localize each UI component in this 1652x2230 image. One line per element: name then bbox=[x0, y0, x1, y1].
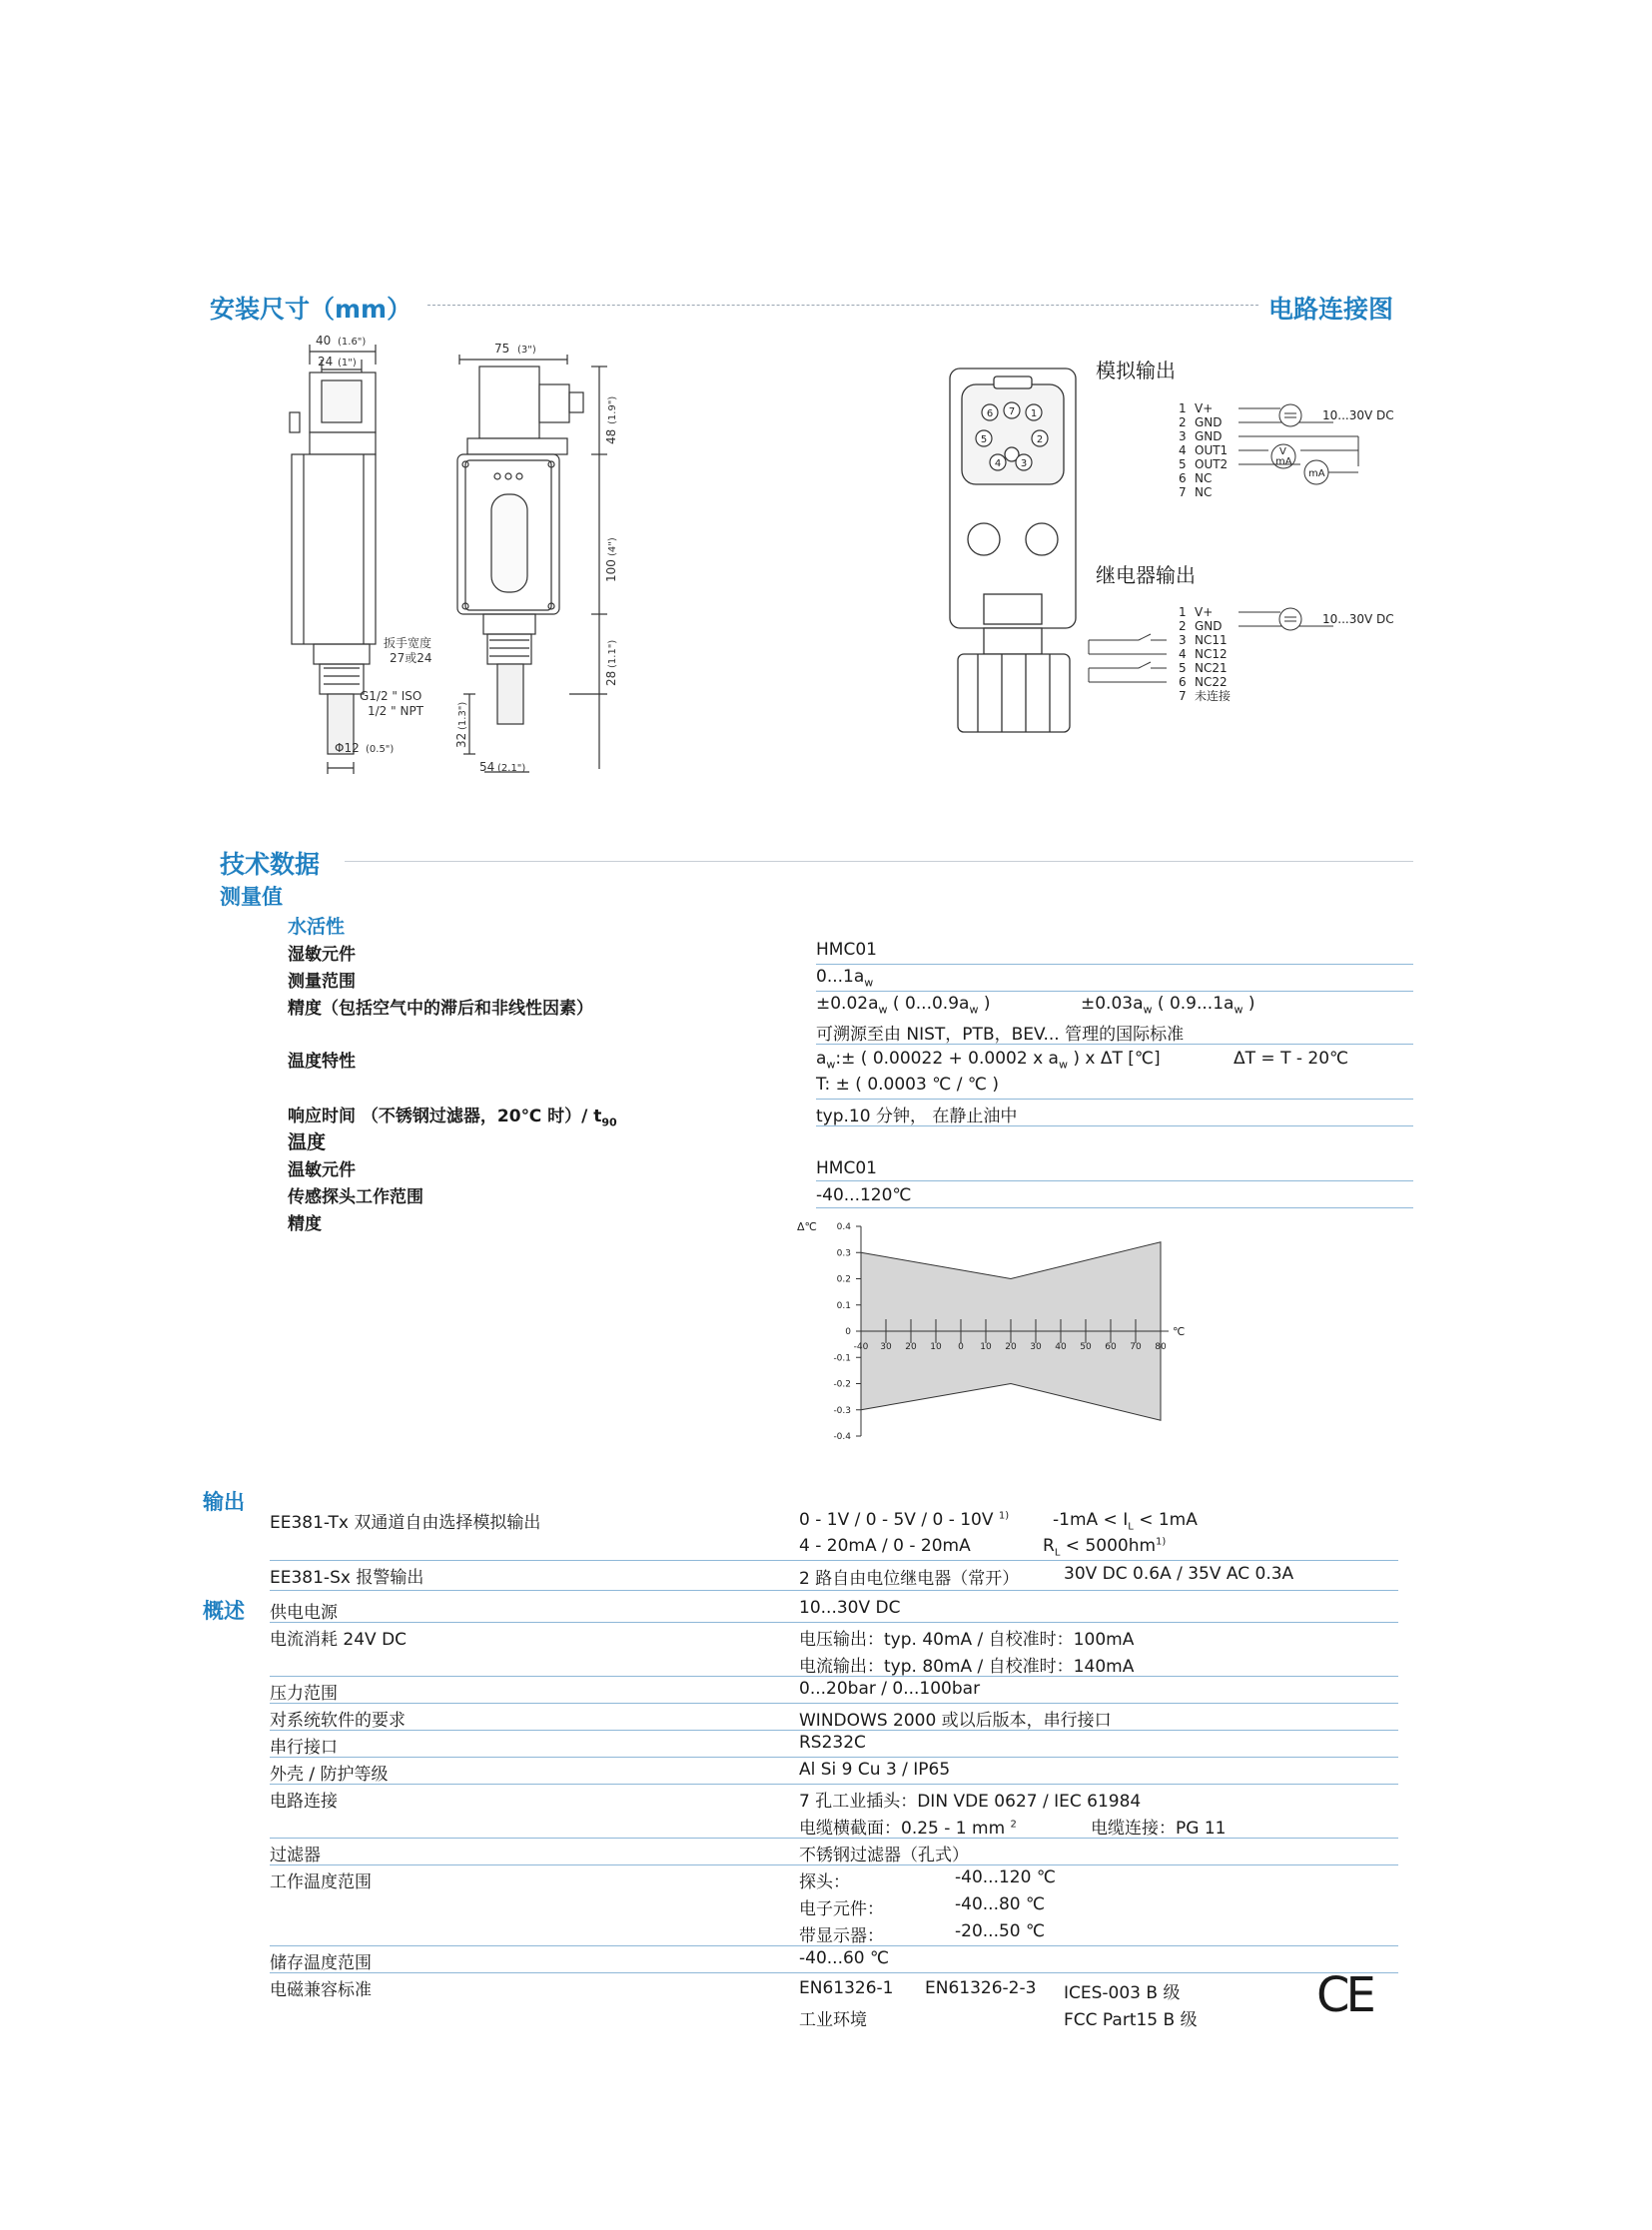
row-value-connection-2: 电缆横截面：0.25 - 1 mm $^2$ bbox=[799, 1819, 1017, 1839]
x-tick-label: 20 bbox=[1005, 1342, 1017, 1352]
row-value-sx-rating: 30V DC 0.6A / 35V AC 0.3A bbox=[1064, 1564, 1294, 1584]
install-dimensions-title: 安装尺寸（mm） bbox=[210, 295, 413, 324]
row-label-temp-sensor: 温敏元件 bbox=[288, 1160, 356, 1180]
row-divider bbox=[270, 1757, 1398, 1758]
row-value-tx-2: 4 - 20mA / 0 - 20mA bbox=[799, 1536, 971, 1556]
row-divider bbox=[816, 1180, 1413, 1181]
row-value-tx-current: $-1mA < I_L < 1mA$ bbox=[1053, 1510, 1198, 1533]
y-tick-label: 0 bbox=[845, 1327, 851, 1337]
analog-output-title: 模拟输出 bbox=[1096, 359, 1176, 382]
row-label-serial: 串行接口 bbox=[270, 1738, 338, 1758]
relay-pin-name: NC22 bbox=[1195, 675, 1228, 689]
y-tick-label: 0.1 bbox=[836, 1300, 851, 1311]
row-divider bbox=[816, 991, 1413, 992]
dim-75-in: (3") bbox=[517, 345, 536, 356]
row-value-cable-gland: 电缆连接：PG 11 bbox=[1091, 1819, 1227, 1839]
row-divider bbox=[270, 1590, 1398, 1591]
y-tick-label: -0.2 bbox=[833, 1379, 851, 1390]
row-label-software: 对系统软件的要求 bbox=[270, 1711, 406, 1731]
connector-pin-label: 6 bbox=[986, 408, 994, 419]
analog-pin-name: GND bbox=[1195, 415, 1223, 429]
x-tick-label: 40 bbox=[1055, 1342, 1067, 1352]
x-tick-label: 10 bbox=[980, 1342, 992, 1352]
row-value-temp-char-2: T: ± ( 0.0003 ℃ / ℃ ) bbox=[816, 1075, 999, 1095]
dim-75: 75 bbox=[494, 342, 510, 356]
row-label-accuracy: 精度（包括空气中的滞后和非线性因素） bbox=[288, 999, 593, 1019]
relay-pin-number: 2 bbox=[1179, 619, 1187, 633]
connector-pin-label: 5 bbox=[980, 434, 988, 445]
y-tick-label: -0.4 bbox=[833, 1432, 851, 1442]
ce-mark: CE bbox=[1316, 1967, 1372, 2023]
y-tick-label: -0.1 bbox=[833, 1353, 851, 1364]
x-tick-label: 30 bbox=[1030, 1342, 1042, 1352]
row-divider bbox=[270, 1864, 1398, 1865]
x-tick-label: 60 bbox=[1105, 1342, 1117, 1352]
row-label-storage-temp: 储存温度范围 bbox=[270, 1953, 372, 1973]
row-label-temp-char: 温度特性 bbox=[288, 1052, 356, 1072]
connector-drawing bbox=[944, 365, 1084, 739]
emc-standard-3: ICES-003 B 级 bbox=[1064, 1983, 1181, 2003]
relay-pin-number: 4 bbox=[1179, 647, 1187, 661]
y-tick-label: 0.2 bbox=[836, 1274, 851, 1285]
analog-pin-name: NC bbox=[1195, 485, 1213, 499]
row-label-current: 电流消耗 24V DC bbox=[270, 1630, 408, 1650]
y-axis-label: Δ℃ bbox=[797, 1220, 817, 1233]
x-tick-label: 20 bbox=[905, 1342, 917, 1352]
row-divider bbox=[270, 1972, 1398, 1973]
row-value-range: $0...1a_w$ bbox=[816, 967, 874, 990]
dim-54-in: (2.1") bbox=[497, 763, 526, 774]
row-value-housing: Al Si 9 Cu 3 / IP65 bbox=[799, 1760, 951, 1780]
relay-pin-name: NC21 bbox=[1195, 661, 1228, 675]
x-tick-label: 10 bbox=[930, 1342, 942, 1352]
dim-100: 100 bbox=[604, 559, 618, 582]
meter-ma-label-1: mA bbox=[1275, 456, 1292, 467]
row-divider bbox=[270, 1560, 1398, 1561]
relay-output-title: 继电器输出 bbox=[1096, 563, 1196, 587]
dim-40-in: (1.6") bbox=[338, 337, 367, 348]
row-divider bbox=[270, 1676, 1398, 1677]
row-value-sx: 2 路自由电位继电器（常开） bbox=[799, 1569, 1020, 1589]
row-value-filter: 不锈钢过滤器（孔式） bbox=[799, 1846, 969, 1865]
row-divider bbox=[816, 1044, 1413, 1045]
row-value-accuracy-2: $\pm 0.03a_w$ ( $0.9...1a_w$ ) bbox=[1081, 994, 1255, 1017]
water-activity-title: 水活性 bbox=[288, 916, 346, 938]
row-divider bbox=[270, 1945, 1398, 1946]
relay-pin-number: 7 bbox=[1179, 689, 1187, 703]
row-value-current-1: 电压输出：typ. 40mA / 自校准时：100mA bbox=[799, 1630, 1135, 1650]
y-tick-label: 0.3 bbox=[836, 1248, 851, 1259]
x-tick-label: 80 bbox=[1155, 1342, 1167, 1352]
analog-pin-number: 2 bbox=[1179, 415, 1187, 429]
dim-28: 28 bbox=[604, 670, 618, 686]
analog-supply-label: 10...30V DC bbox=[1322, 408, 1394, 422]
wiring-diagram bbox=[1079, 394, 1418, 744]
x-axis-label: ℃ bbox=[1173, 1325, 1186, 1338]
x-tick-label: 50 bbox=[1080, 1342, 1092, 1352]
row-label-probe-range: 传感探头工作范围 bbox=[288, 1187, 423, 1207]
dim-100-in: (4") bbox=[607, 537, 618, 556]
dim-32: 32 bbox=[454, 732, 468, 748]
row-value-current-2: 电流输出：typ. 80mA / 自校准时：140mA bbox=[799, 1657, 1135, 1677]
header-divider bbox=[427, 305, 1258, 306]
connector-pin-label: 2 bbox=[1036, 434, 1044, 445]
connector-pin-label: 7 bbox=[1008, 406, 1016, 417]
analog-pin-name: NC bbox=[1195, 471, 1213, 485]
connector-pin-label: 1 bbox=[1030, 408, 1038, 419]
output-title: 输出 bbox=[203, 1490, 245, 1514]
x-tick-label: 30 bbox=[880, 1342, 892, 1352]
row-label-emc: 电磁兼容标准 bbox=[270, 1980, 372, 2000]
tech-divider bbox=[345, 861, 1413, 862]
relay-pin-number: 3 bbox=[1179, 633, 1187, 647]
dim-40: 40 bbox=[316, 334, 332, 348]
row-value-connection-1: 7 孔工业插头：DIN VDE 0627 / IEC 61984 bbox=[799, 1792, 1142, 1812]
connector-pin-label: 4 bbox=[994, 458, 1002, 469]
analog-pin-number: 1 bbox=[1179, 401, 1187, 415]
row-value-temp-sensor: HMC01 bbox=[816, 1158, 877, 1178]
circuit-diagram-title: 电路连接图 bbox=[1268, 295, 1394, 324]
row-value-traceability: 可溯源至由 NIST，PTB，BEV... 管理的国际标准 bbox=[816, 1025, 1185, 1045]
x-tick-label: 70 bbox=[1130, 1342, 1142, 1352]
dim-48: 48 bbox=[604, 428, 618, 444]
row-label-ee381-sx: EE381-Sx 报警输出 bbox=[270, 1568, 424, 1588]
row-label-operating-temp: 工作温度范围 bbox=[270, 1872, 372, 1892]
row-divider bbox=[816, 1099, 1413, 1100]
relay-pin-name: NC12 bbox=[1195, 647, 1228, 661]
row-value-pressure: 0...20bar / 0...100bar bbox=[799, 1679, 981, 1699]
dim-32-in: (1.3") bbox=[457, 701, 468, 730]
row-value-temp-char-1: $a_w:\pm$ ( 0.00022 + 0.0002 x $a_w$ ) x ΔT [℃] bbox=[816, 1049, 1161, 1072]
connector-pin-label: 3 bbox=[1020, 458, 1028, 469]
row-label-temp-accuracy: 精度 bbox=[288, 1214, 322, 1234]
relay-pin-number: 6 bbox=[1179, 675, 1187, 689]
emc-standard-2: EN61326-2-3 bbox=[925, 1978, 1037, 1998]
dim-54: 54 bbox=[479, 760, 495, 774]
measured-values-title: 测量值 bbox=[220, 885, 283, 909]
op-temp-probe-key: 探头： bbox=[799, 1872, 850, 1892]
row-value-response: typ.10 分钟， 在静止油中 bbox=[816, 1107, 1018, 1126]
row-divider bbox=[270, 1838, 1398, 1839]
analog-pin-number: 5 bbox=[1179, 457, 1187, 471]
overview-title: 概述 bbox=[203, 1599, 245, 1623]
dim-phi12: Φ12 bbox=[335, 741, 360, 755]
dim-28-in: (1.1") bbox=[607, 639, 618, 668]
row-divider bbox=[270, 1784, 1398, 1785]
relay-pin-name: GND bbox=[1195, 619, 1223, 633]
row-label-pressure: 压力范围 bbox=[270, 1684, 338, 1704]
meter-ma-label-2: mA bbox=[1308, 468, 1325, 479]
wrench-width-value: 27或24 bbox=[390, 651, 432, 665]
temperature-title: 温度 bbox=[288, 1131, 327, 1153]
analog-pin-name: OUT1 bbox=[1195, 443, 1229, 457]
op-temp-electronics-value: -40...80 ℃ bbox=[955, 1894, 1046, 1914]
dim-phi12-in: (0.5") bbox=[366, 744, 395, 755]
relay-pin-number: 5 bbox=[1179, 661, 1187, 675]
row-divider bbox=[270, 1622, 1398, 1623]
row-label-housing: 外壳 / 防护等级 bbox=[270, 1765, 389, 1785]
relay-pin-number: 1 bbox=[1179, 605, 1187, 619]
dim-48-in: (1.9") bbox=[607, 395, 618, 424]
thread-iso: G1/2 " ISO bbox=[360, 689, 422, 703]
row-label-filter: 过滤器 bbox=[270, 1846, 321, 1865]
row-divider bbox=[816, 964, 1413, 965]
row-divider bbox=[270, 1703, 1398, 1704]
analog-pin-name: GND bbox=[1195, 429, 1223, 443]
row-label-ee381-tx: EE381-Tx 双通道自由选择模拟输出 bbox=[270, 1513, 541, 1533]
row-label-sensor: 湿敏元件 bbox=[288, 945, 356, 965]
op-temp-electronics-key: 电子元件： bbox=[799, 1899, 884, 1919]
analog-pin-number: 4 bbox=[1179, 443, 1187, 457]
thread-npt: 1/2 " NPT bbox=[368, 704, 424, 718]
row-value-software: WINDOWS 2000 或以后版本，串行接口 bbox=[799, 1711, 1112, 1731]
relay-pin-name: V+ bbox=[1195, 605, 1214, 619]
op-temp-probe-value: -40...120 ℃ bbox=[955, 1867, 1056, 1887]
meter-v-label: V bbox=[1279, 446, 1286, 457]
row-divider bbox=[270, 1730, 1398, 1731]
relay-pin-name: NC11 bbox=[1195, 633, 1228, 647]
row-label-range: 测量范围 bbox=[288, 972, 356, 992]
emc-industrial: 工业环境 bbox=[799, 2010, 867, 2030]
dimension-drawing bbox=[280, 325, 659, 784]
dim-24-in: (1") bbox=[338, 358, 357, 369]
x-tick-label: -40 bbox=[853, 1342, 869, 1352]
dim-24: 24 bbox=[318, 355, 334, 369]
row-value-tx-load: $R_L < 5000hm^{1)}$ bbox=[1043, 1536, 1167, 1559]
relay-supply-label: 10...30V DC bbox=[1322, 612, 1394, 626]
analog-pin-name: OUT2 bbox=[1195, 457, 1229, 471]
row-value-accuracy-1: $\pm 0.02a_w$ ( $0...0.9a_w$ ) bbox=[816, 994, 991, 1017]
analog-pin-name: V+ bbox=[1195, 401, 1214, 415]
row-label-power: 供电电源 bbox=[270, 1603, 338, 1623]
row-label-response: 响应时间 （不锈钢过滤器，20℃ 时）/ $t_{90}$ bbox=[288, 1107, 617, 1129]
tech-data-title: 技术数据 bbox=[220, 850, 321, 879]
analog-pin-number: 3 bbox=[1179, 429, 1187, 443]
accuracy-chart bbox=[789, 1208, 1209, 1448]
emc-standard-1: EN61326-1 bbox=[799, 1978, 894, 1998]
row-value-serial: RS232C bbox=[799, 1733, 866, 1753]
analog-pin-number: 7 bbox=[1179, 485, 1187, 499]
row-value-probe-range: -40...120℃ bbox=[816, 1185, 912, 1205]
wrench-width-label: 扳手宽度 bbox=[384, 636, 432, 650]
row-divider bbox=[816, 1125, 1413, 1126]
row-label-connection: 电路连接 bbox=[270, 1792, 338, 1812]
y-tick-label: 0.4 bbox=[836, 1222, 851, 1232]
row-value-storage-temp: -40...60 ℃ bbox=[799, 1948, 890, 1968]
y-tick-label: -0.3 bbox=[833, 1405, 851, 1416]
row-value-sensor: HMC01 bbox=[816, 940, 877, 960]
op-temp-display-value: -20...50 ℃ bbox=[955, 1921, 1046, 1941]
analog-pin-number: 6 bbox=[1179, 471, 1187, 485]
row-value-tx-1: 0 - 1V / 0 - 5V / 0 - 10V $^{1)}$ bbox=[799, 1510, 1010, 1530]
x-tick-label: 0 bbox=[958, 1342, 964, 1352]
op-temp-display-key: 带显示器： bbox=[799, 1926, 884, 1946]
relay-pin-name: 未连接 bbox=[1195, 689, 1232, 703]
row-value-delta-t: ΔT = T - 20℃ bbox=[1234, 1049, 1349, 1069]
emc-fcc: FCC Part15 B 级 bbox=[1064, 2010, 1198, 2030]
row-value-power: 10...30V DC bbox=[799, 1598, 901, 1618]
